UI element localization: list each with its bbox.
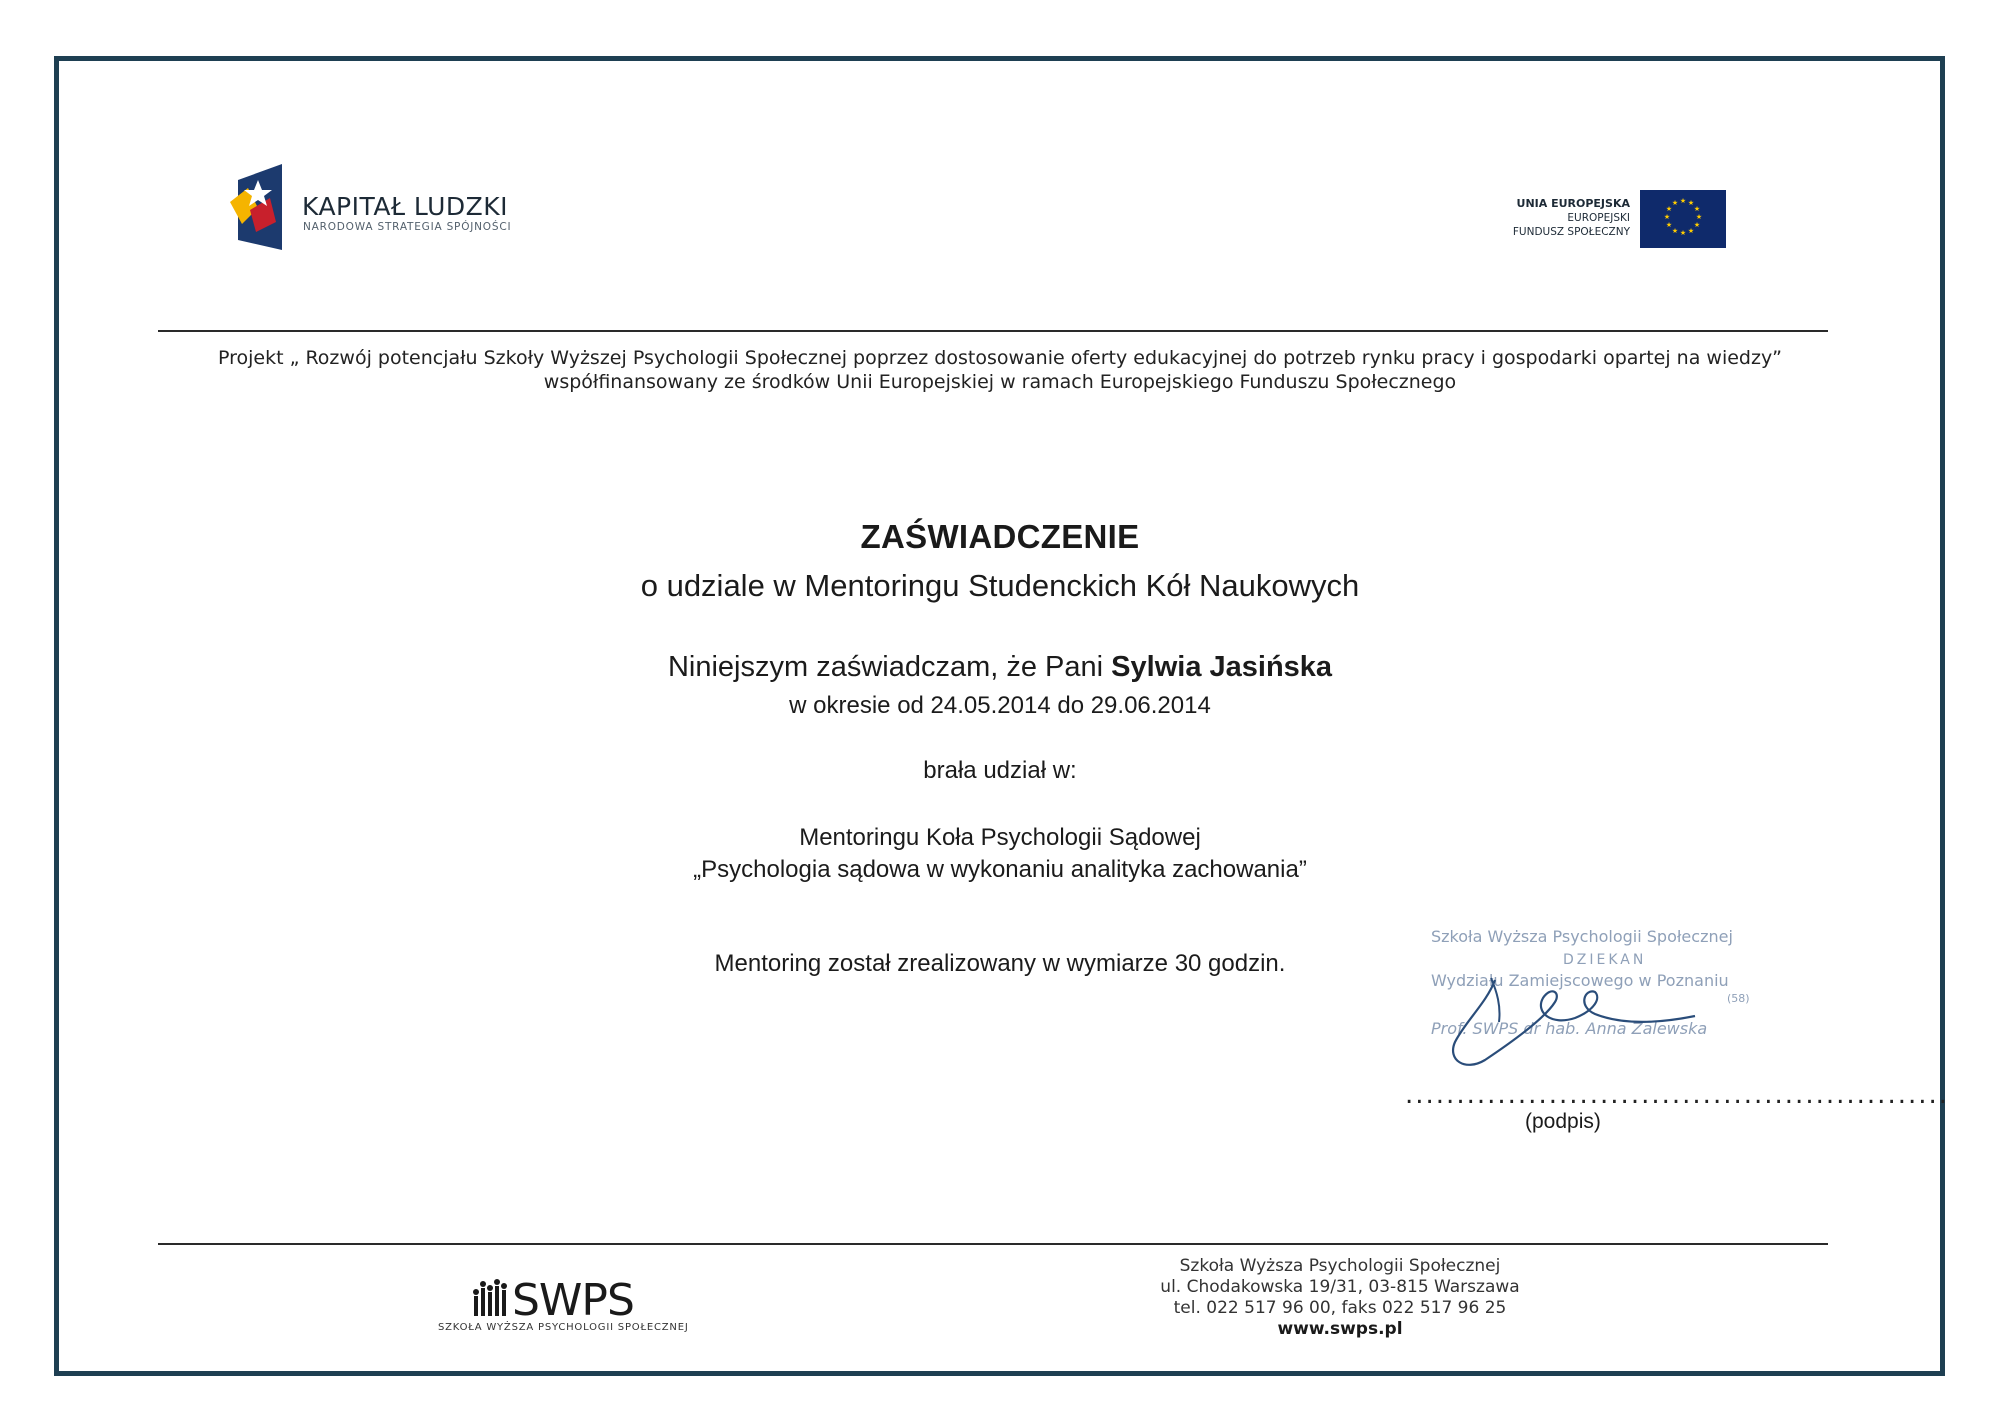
stamp-line-1: Szkoła Wyższa Psychologii Społecznej (1431, 927, 1733, 946)
took-part-label: brała udział w: (923, 757, 1077, 784)
footer-phone: tel. 022 517 96 00, faks 022 517 96 25 (1173, 1298, 1507, 1318)
swps-logo-subtitle: SZKOŁA WYŻSZA PSYCHOLOGII SPOŁECZNEJ (438, 1322, 689, 1333)
kapital-ludzki-title: KAPITAŁ LUDZKI (302, 192, 509, 221)
project-description (0, 346, 2000, 394)
certificate-title: ZAŚWIADCZENIE (860, 518, 1140, 555)
svg-text:★: ★ (1693, 221, 1701, 229)
svg-text:★: ★ (1695, 213, 1703, 221)
eu-line-3: FUNDUSZ SPOŁECZNY (1512, 226, 1630, 238)
recipient-name: Sylwia Jasińska (1111, 651, 1333, 683)
stamp-line-2: DZIEKAN (1563, 952, 1647, 968)
eu-line-2: EUROPEJSKI (1567, 212, 1630, 224)
dean-stamp-with-signature (1425, 922, 1755, 1080)
svg-text:★: ★ (1693, 205, 1701, 213)
certificate-period: w okresie od 24.05.2014 do 29.06.2014 (789, 692, 1211, 719)
mentoring-line-2: „Psychologia sądowa w wykonaniu analityka zachowania” (693, 856, 1307, 883)
svg-text:★: ★ (1679, 229, 1687, 237)
svg-text:★: ★ (1671, 227, 1679, 235)
footer-contact (1140, 1256, 1540, 1340)
footer-divider (158, 1243, 1828, 1245)
kapital-ludzki-subtitle: NARODOWA STRATEGIA SPÓJNOŚCI (303, 221, 512, 233)
svg-text:★: ★ (1663, 213, 1671, 221)
project-line-1: Projekt „ Rozwój potencjału Szkoły Wyższej Psychologii Społecznej poprzez dostosowanie oferty edukacyjnej do potrzeb rynku pracy i gospodarki opartej na wiedzy” (217, 347, 1783, 369)
svg-text:★: ★ (1679, 197, 1687, 205)
footer-school-name: Szkoła Wyższa Psychologii Społecznej (1179, 1256, 1501, 1276)
eu-logo-text (1513, 197, 1630, 239)
mentoring-line-1: Mentoringu Koła Psychologii Sądowej (799, 824, 1201, 851)
footer-address: ul. Chodakowska 19/31, 03-815 Warszawa (1160, 1277, 1520, 1297)
swps-logo (472, 1270, 652, 1326)
mentoring-hours: Mentoring został zrealizowany w wymiarze 30 godzin. (714, 950, 1286, 977)
signature-label: (podpis) (1525, 1110, 1601, 1133)
svg-text:★: ★ (1687, 199, 1695, 207)
swps-logo-text: SWPS (512, 1275, 634, 1326)
header-divider (158, 330, 1828, 332)
stamp-line-5: Prof. SWPS dr hab. Anna Zalewska (1431, 1019, 1708, 1038)
kapital-ludzki-logo (228, 162, 284, 250)
eu-flag-icon (1640, 190, 1726, 248)
certificate-statement (0, 651, 2000, 684)
mentoring-program (0, 822, 2000, 886)
certificate-subtitle: o udziale w Mentoringu Studenckich Kół Naukowych (640, 568, 1360, 603)
signature-line: ..................................................... (1405, 1080, 1950, 1110)
statement-prefix: Niniejszym zaświadczam, że Pani (667, 651, 1104, 683)
svg-text:★: ★ (1665, 205, 1673, 213)
svg-text:★: ★ (1665, 221, 1673, 229)
stamp-line-3: Wydziału Zamiejscowego w Poznaniu (1431, 971, 1729, 990)
footer-website: www.swps.pl (1277, 1319, 1403, 1339)
stamp-line-4: (58) (1727, 992, 1750, 1005)
svg-text:★: ★ (1671, 199, 1679, 207)
project-line-2: współfinansowany ze środków Unii Europejskiej w ramach Europejskiego Funduszu Społecznego (543, 371, 1457, 393)
eu-line-1: UNIA EUROPEJSKA (1516, 197, 1630, 210)
svg-text:★: ★ (1687, 227, 1695, 235)
